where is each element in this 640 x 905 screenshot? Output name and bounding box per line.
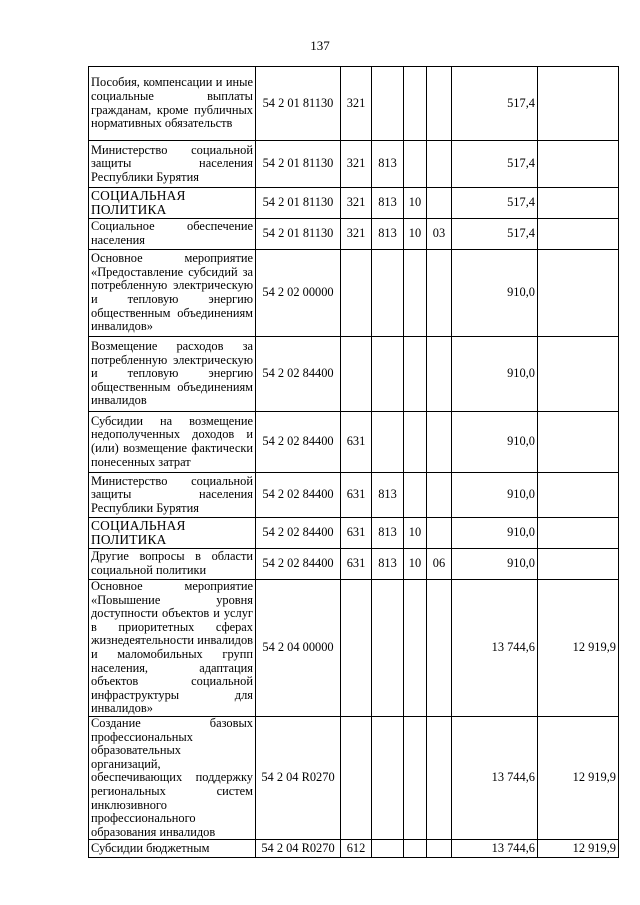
table-row — [89, 518, 619, 549]
table-row — [89, 473, 619, 518]
row-sum2 — [538, 250, 619, 337]
page-number: 137 — [310, 38, 330, 53]
table-row — [89, 716, 619, 839]
row-csr: 54 2 02 84400 — [256, 412, 341, 473]
row-sum1: 910,0 — [452, 549, 538, 580]
row-vr — [341, 716, 372, 839]
table-row — [89, 219, 619, 250]
row-vr — [341, 580, 372, 717]
table-row — [89, 412, 619, 473]
row-name: Другие вопросы в области социальной политики — [89, 549, 256, 580]
row-rz — [404, 473, 427, 518]
row-vr: 321 — [341, 188, 372, 219]
row-rz — [404, 250, 427, 337]
row-grbs: 813 — [372, 141, 404, 188]
row-sum1: 910,0 — [452, 473, 538, 518]
table-row — [89, 840, 619, 858]
row-sum2 — [538, 337, 619, 412]
budget-table — [88, 66, 619, 858]
row-csr: 54 2 01 81130 — [256, 141, 341, 188]
row-pr — [427, 188, 452, 219]
row-name: СОЦИАЛЬНАЯ ПОЛИТИКА — [89, 188, 256, 219]
row-vr — [341, 337, 372, 412]
row-csr: 54 2 04 00000 — [256, 580, 341, 717]
table-row — [89, 580, 619, 717]
row-rz — [404, 141, 427, 188]
row-name: Пособия, компенсации и иные социальные выплаты гражданам, кроме публичных нормативных обязательств — [89, 67, 256, 141]
row-grbs — [372, 840, 404, 858]
row-sum1: 13 744,6 — [452, 580, 538, 717]
row-grbs — [372, 580, 404, 717]
row-sum2 — [538, 473, 619, 518]
row-name: Основное мероприятие «Повышение уровня доступности объектов и услуг в приоритетных сферах жизнедеятельности инвалидов и маломобильных групп населения, адаптация объектов социальной инфраструктуры для инвалидов» — [89, 580, 256, 717]
row-grbs — [372, 716, 404, 839]
table-row — [89, 250, 619, 337]
row-pr — [427, 716, 452, 839]
row-grbs: 813 — [372, 188, 404, 219]
row-rz — [404, 412, 427, 473]
row-sum2 — [538, 67, 619, 141]
row-grbs — [372, 67, 404, 141]
table-row — [89, 188, 619, 219]
row-pr — [427, 840, 452, 858]
row-grbs: 813 — [372, 219, 404, 250]
row-rz: 10 — [404, 518, 427, 549]
table-row — [89, 67, 619, 141]
table-row — [89, 141, 619, 188]
row-sum1: 517,4 — [452, 67, 538, 141]
row-sum2: 12 919,9 — [538, 716, 619, 839]
row-rz: 10 — [404, 219, 427, 250]
row-grbs: 813 — [372, 549, 404, 580]
row-sum1: 13 744,6 — [452, 716, 538, 839]
row-vr — [341, 250, 372, 337]
row-grbs — [372, 250, 404, 337]
row-sum1: 910,0 — [452, 250, 538, 337]
row-pr: 03 — [427, 219, 452, 250]
row-vr: 631 — [341, 412, 372, 473]
row-csr: 54 2 01 81130 — [256, 67, 341, 141]
row-name: Возмещение расходов за потребленную электрическую и тепловую энергию общественным объединениям инвалидов — [89, 337, 256, 412]
row-name: СОЦИАЛЬНАЯ ПОЛИТИКА — [89, 518, 256, 549]
row-pr — [427, 337, 452, 412]
row-grbs — [372, 337, 404, 412]
row-csr: 54 2 02 84400 — [256, 518, 341, 549]
row-sum1: 13 744,6 — [452, 840, 538, 858]
row-pr: 06 — [427, 549, 452, 580]
row-vr: 631 — [341, 518, 372, 549]
row-pr — [427, 473, 452, 518]
row-rz: 10 — [404, 549, 427, 580]
row-sum1: 910,0 — [452, 412, 538, 473]
row-rz: 10 — [404, 188, 427, 219]
row-sum2 — [538, 219, 619, 250]
row-grbs: 813 — [372, 518, 404, 549]
row-sum2 — [538, 518, 619, 549]
row-csr: 54 2 04 R0270 — [256, 716, 341, 839]
row-pr — [427, 250, 452, 337]
row-name: Субсидии бюджетным — [89, 840, 256, 858]
row-sum2 — [538, 141, 619, 188]
row-csr: 54 2 04 R0270 — [256, 840, 341, 858]
row-sum2 — [538, 412, 619, 473]
row-grbs: 813 — [372, 473, 404, 518]
row-vr: 321 — [341, 67, 372, 141]
table-row — [89, 549, 619, 580]
row-vr: 321 — [341, 141, 372, 188]
row-name: Министерство социальной защиты населения Республики Бурятия — [89, 473, 256, 518]
table-row — [89, 337, 619, 412]
row-sum2 — [538, 549, 619, 580]
row-pr — [427, 518, 452, 549]
row-pr — [427, 141, 452, 188]
row-vr: 631 — [341, 473, 372, 518]
row-pr — [427, 412, 452, 473]
row-sum1: 517,4 — [452, 141, 538, 188]
row-sum2: 12 919,9 — [538, 840, 619, 858]
row-sum1: 910,0 — [452, 337, 538, 412]
row-csr: 54 2 02 84400 — [256, 337, 341, 412]
row-csr: 54 2 01 81130 — [256, 219, 341, 250]
row-grbs — [372, 412, 404, 473]
row-vr: 612 — [341, 840, 372, 858]
row-sum2 — [538, 188, 619, 219]
row-name: Министерство социальной защиты населения Республики Бурятия — [89, 141, 256, 188]
row-vr: 321 — [341, 219, 372, 250]
row-sum1: 517,4 — [452, 219, 538, 250]
row-vr: 631 — [341, 549, 372, 580]
row-rz — [404, 716, 427, 839]
row-pr — [427, 580, 452, 717]
row-csr: 54 2 02 84400 — [256, 473, 341, 518]
row-pr — [427, 67, 452, 141]
row-sum2: 12 919,9 — [538, 580, 619, 717]
row-name: Основное мероприятие «Предоставление субсидий за потребленную электрическую и тепловую энергию общественным объединениям инвалидов» — [89, 250, 256, 337]
row-csr: 54 2 02 84400 — [256, 549, 341, 580]
row-rz — [404, 67, 427, 141]
row-rz — [404, 840, 427, 858]
row-name: Социальное обеспечение населения — [89, 219, 256, 250]
row-sum1: 517,4 — [452, 188, 538, 219]
row-csr: 54 2 02 00000 — [256, 250, 341, 337]
row-name: Субсидии на возмещение недополученных доходов и (или) возмещение фактически понесенных затрат — [89, 412, 256, 473]
row-name: Создание базовых профессиональных образовательных организаций, обеспечивающих поддержку региональных систем инклюзивного профессионального образования инвалидов — [89, 716, 256, 839]
row-sum1: 910,0 — [452, 518, 538, 549]
row-rz — [404, 337, 427, 412]
row-csr: 54 2 01 81130 — [256, 188, 341, 219]
row-rz — [404, 580, 427, 717]
